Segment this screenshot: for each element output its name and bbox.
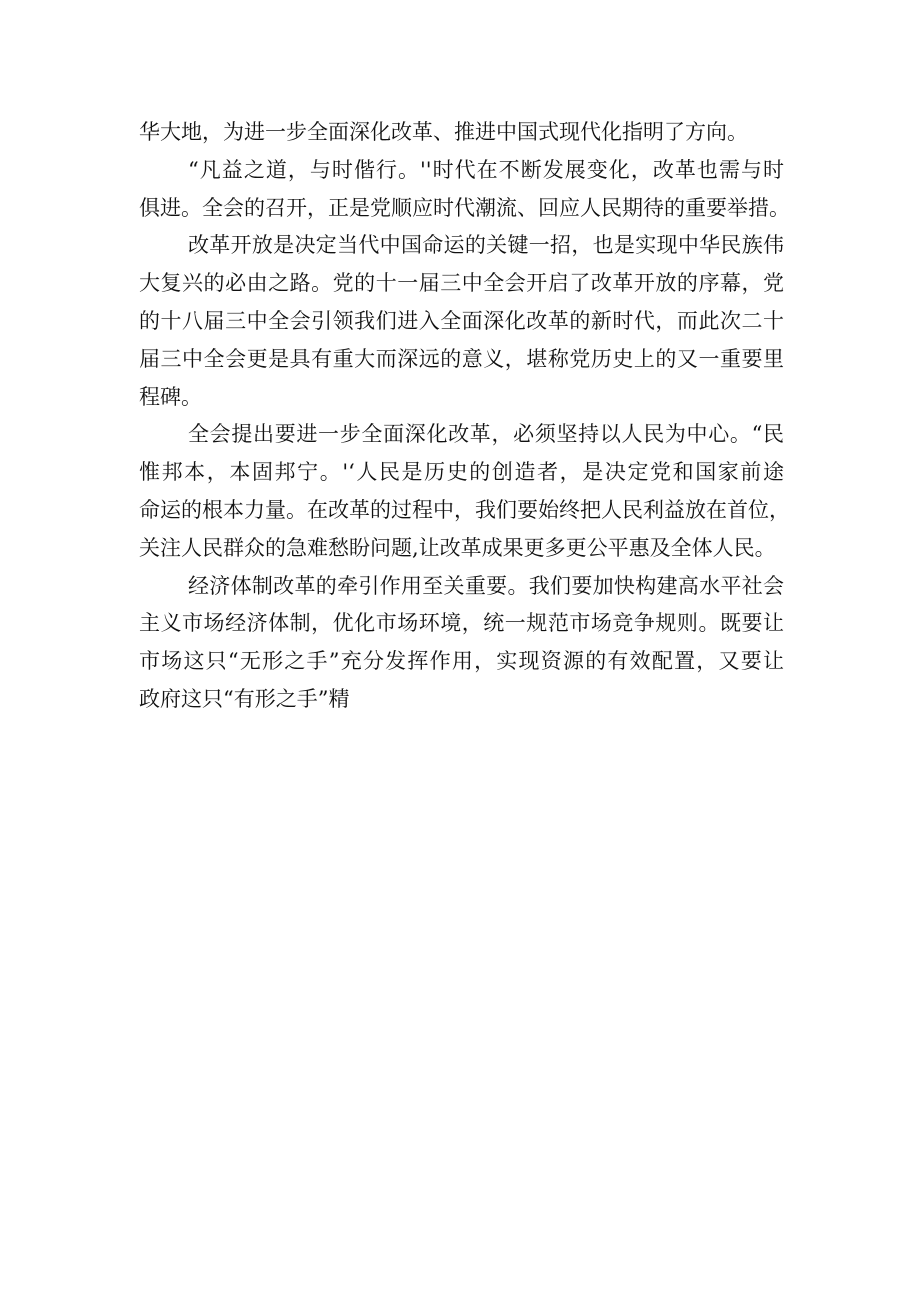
paragraph-5: [139, 568, 784, 719]
text-line: 关注人民群众的急难愁盼问题,让改革成果更多更公平惠及全体人民。: [139, 535, 776, 560]
text-line: 市场这只“无形之手”充分发挥作用，实现资源的有效配置，又要让: [139, 649, 784, 674]
text-line: 的十八届三中全会引领我们进入全面深化改革的新时代，而此次二十: [139, 308, 784, 333]
text-line: 届三中全会更是具有重大而深远的意义，堪称党历史上的又一重要里: [139, 346, 784, 371]
paragraph-4: [139, 416, 790, 567]
text-line: 俱进。全会的召开，正是党顺应时代潮流、回应人民期待的重要举措。: [139, 195, 790, 220]
paragraph-3: [139, 227, 784, 416]
text-line: 全会提出要进一步全面深化改革，必须坚持以人民为中心。“民: [188, 422, 784, 447]
text-line: 改革开放是决定当代中国命运的关键一招，也是实现中华民族伟: [188, 233, 784, 258]
text-line: 大复兴的必由之路。党的十一届三中全会开启了改革开放的序幕，党: [139, 271, 784, 296]
text-line: 命运的根本力量。在改革的过程中，我们要始终把人民利益放在首位，: [139, 497, 790, 522]
paragraph-1: [139, 114, 784, 152]
text-line: 程碑。: [139, 384, 202, 409]
paragraph-2: [139, 152, 790, 228]
text-line: 经济体制改革的牵引作用至关重要。我们要加快构建高水平社会: [188, 573, 784, 598]
document-body: [139, 114, 790, 719]
text-line: 华大地，为进一步全面深化改革、推进中国式现代化指明了方向。: [139, 120, 748, 144]
text-line: “凡益之道，与时偕行。''时代在不断发展变化，改革也需与时: [188, 157, 784, 182]
text-line: 主义市场经济体制，优化市场环境，统一规范市场竞争规则。既要让: [139, 611, 784, 636]
text-line: 政府这只“有形之手”精: [139, 686, 350, 711]
text-line: 惟邦本，本固邦宁。'‘人民是历史的创造者，是决定党和国家前途: [139, 460, 784, 485]
